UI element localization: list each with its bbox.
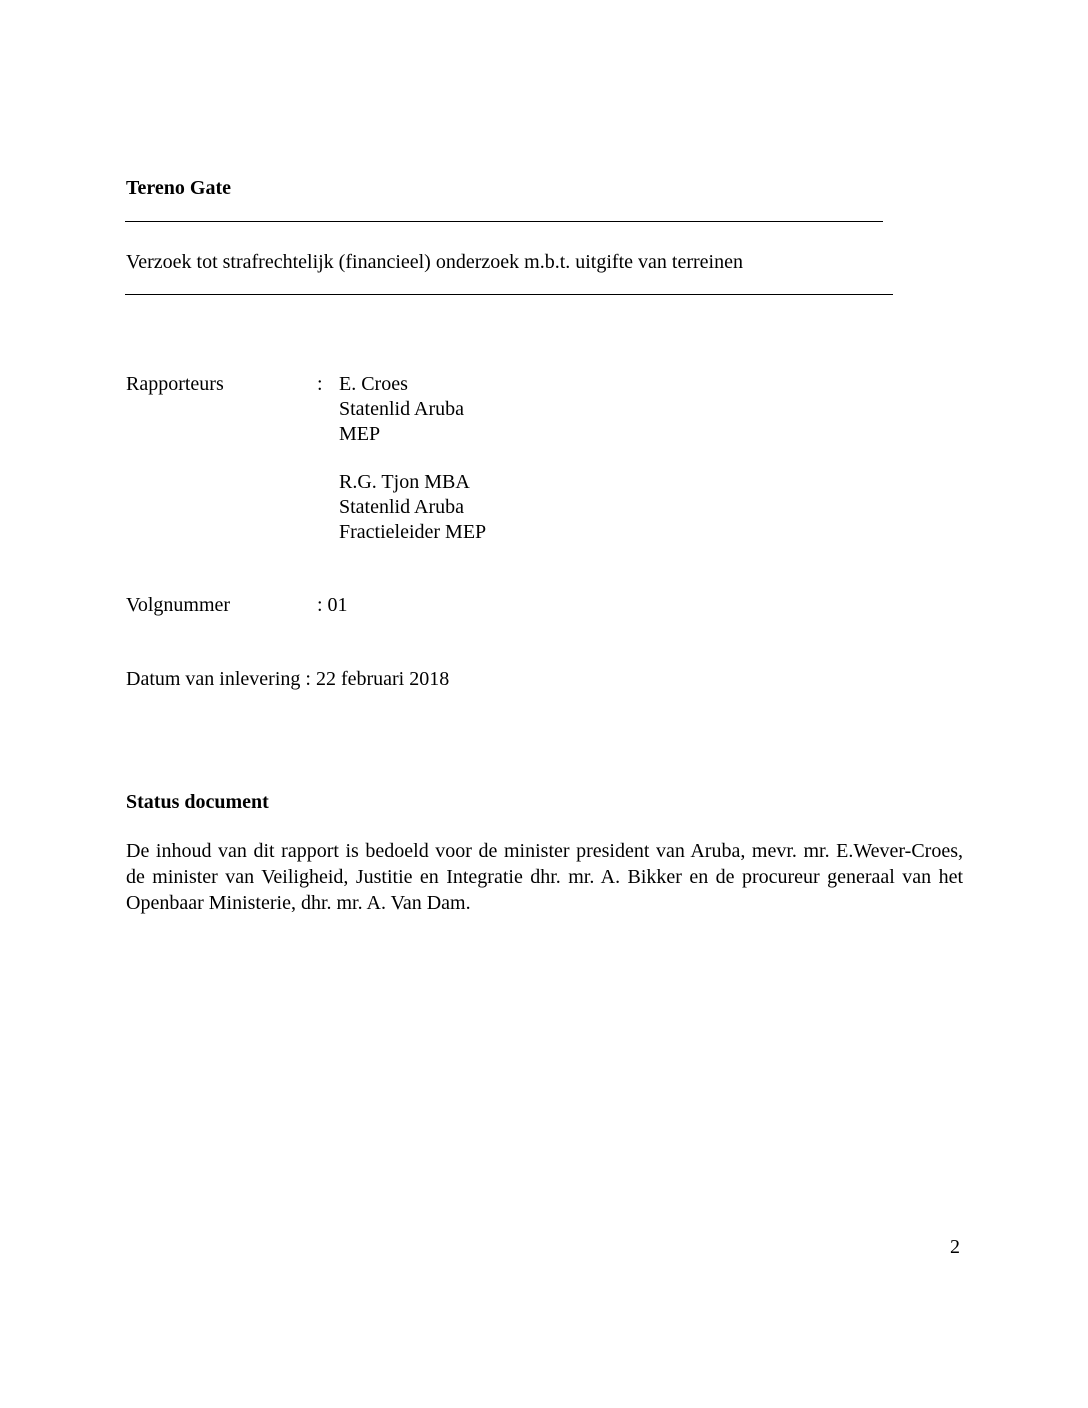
rapporteur-1-role: Statenlid Aruba — [339, 398, 464, 420]
page-number: 2 — [950, 1236, 960, 1258]
document-title: Tereno Gate — [126, 177, 231, 199]
datum-van-inlevering: Datum van inlevering : 22 februari 2018 — [126, 668, 450, 690]
rapporteurs-colon: : — [317, 373, 323, 395]
document-subtitle: Verzoek tot strafrechtelijk (financieel) onderzoek m.b.t. uitgifte van terreinen — [126, 251, 743, 273]
subtitle-divider — [125, 294, 893, 295]
title-divider — [125, 221, 883, 222]
rapporteur-1-party: MEP — [339, 423, 381, 445]
status-heading: Status document — [126, 791, 269, 813]
status-body: De inhoud van dit rapport is bedoeld voor de minister president van Aruba, mevr. mr. E.Wever-Croes, de minister van Veiligheid, Justitie en Integratie dhr. mr. A. Bikker en de procureur generaal van het Openbaar Ministerie, dhr. mr. A. Van Dam. — [126, 840, 963, 914]
volgnummer-label: Volgnummer — [126, 594, 231, 616]
rapporteur-2-role: Statenlid Aruba — [339, 496, 464, 518]
rapporteur-2-party: Fractieleider MEP — [339, 521, 487, 543]
volgnummer-value: : 01 — [317, 594, 348, 616]
rapporteur-2-name: R.G. Tjon MBA — [339, 471, 470, 493]
rapporteur-1-name: E. Croes — [339, 373, 408, 395]
rapporteurs-label: Rapporteurs — [126, 373, 224, 395]
